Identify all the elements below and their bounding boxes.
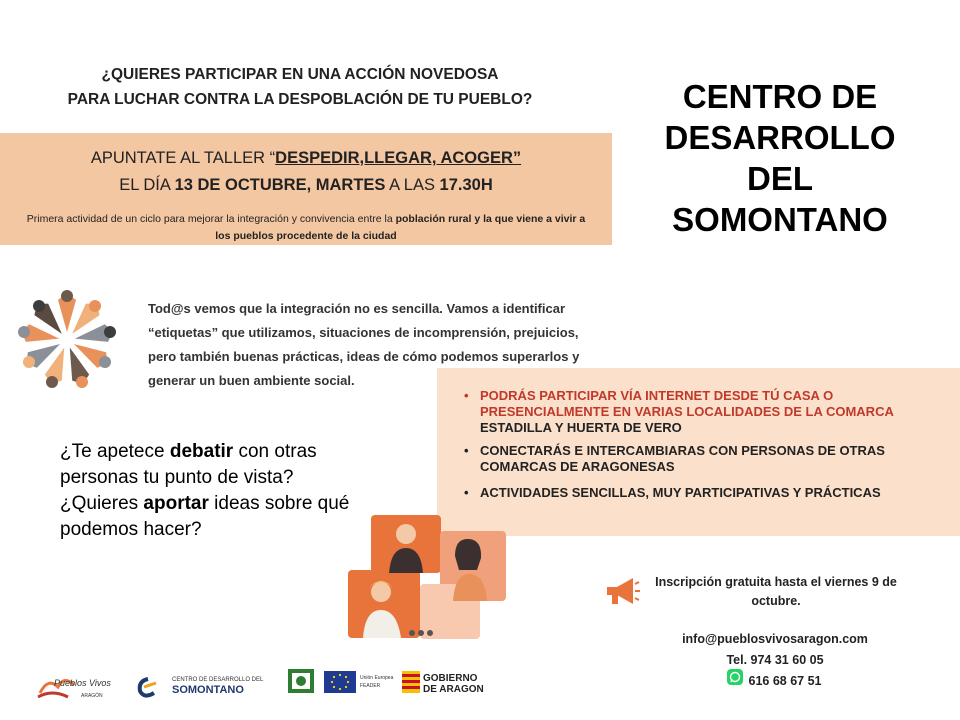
center-title bbox=[650, 76, 910, 240]
cds-somontano-logo bbox=[140, 677, 264, 696]
question-2-bold: aportar bbox=[143, 493, 209, 514]
contact-whatsapp: 616 68 67 51 bbox=[748, 674, 822, 688]
circle-of-hands-illustration bbox=[14, 290, 120, 390]
headline-line-2: PARA LUCHAR CONTRA LA DESPOBLACIÓN DE TU PUEBLO? bbox=[67, 91, 533, 108]
feature-1-line-1: PODRÁS PARTICIPAR VÍA INTERNET DESDE TÚ CASA O bbox=[480, 388, 834, 403]
note-text: Primera actividad de un ciclo para mejorar la integración y convivencia entre la bbox=[26, 213, 396, 225]
whatsapp-icon bbox=[727, 669, 743, 685]
workshop-title-prefix: APUNTATE AL TALLER “ bbox=[90, 149, 276, 167]
feature-item-activities bbox=[458, 485, 948, 501]
question-1 bbox=[60, 439, 360, 491]
workshop-note bbox=[20, 211, 592, 245]
center-title-line-1: CENTRO DE bbox=[682, 78, 878, 115]
contact-phone: Tel. 974 31 60 05 bbox=[726, 653, 824, 667]
question-2 bbox=[60, 491, 360, 543]
workshop-date: 13 DE OCTUBRE, MARTES bbox=[174, 176, 386, 194]
feature-1-line-3: ESTADILLA Y HUERTA DE VERO bbox=[480, 420, 682, 435]
eu-logo bbox=[324, 671, 394, 693]
cds-top-text: CENTRO DE DESARROLLO DEL bbox=[172, 677, 264, 683]
workshop-title: DESPEDIR,LLEGAR, ACOGER” bbox=[275, 149, 522, 167]
megaphone-icon bbox=[603, 574, 641, 608]
integration-line-4: generar un buen ambiente social. bbox=[148, 373, 355, 388]
question-1-bold: debatir bbox=[169, 441, 234, 462]
center-title-line-2: DESARROLLO bbox=[664, 119, 896, 156]
question-2-end: ideas sobre qué podemos hacer? bbox=[60, 493, 350, 540]
pueblos-vivos-text: Pueblos Vivos bbox=[54, 678, 111, 688]
feature-2-line-2: COMARCAS DE ARAGONESAS bbox=[480, 459, 675, 474]
inscription-note bbox=[641, 573, 911, 611]
feature-2-line-1: CONECTARÁS E INTERCAMBIARAS CON PERSONAS DE OTRAS bbox=[480, 443, 885, 458]
inscription-line-2: octubre. bbox=[751, 594, 801, 608]
workshop-time: 17.30H bbox=[439, 176, 493, 194]
bullet-dot: • bbox=[464, 388, 469, 403]
feature-1-line-2: PRESENCIALMENTE EN VARIAS LOCALIDADES DE LA COMARCA bbox=[480, 404, 894, 419]
cds-bottom-text: SOMONTANO bbox=[172, 684, 244, 696]
integration-line-3: pero también buenas prácticas, ideas de cómo podemos superarlos y bbox=[148, 349, 580, 364]
bullet-dot: • bbox=[464, 443, 469, 458]
logos-row bbox=[34, 667, 504, 707]
eu-bottom-text: FEADER bbox=[360, 683, 381, 689]
workshop-date-line bbox=[0, 176, 612, 195]
bullet-dot: • bbox=[464, 485, 469, 500]
gobierno-bottom-text: DE ARAGON bbox=[423, 684, 484, 695]
questions-block bbox=[60, 439, 360, 543]
question-1-end: con otras personas tu punto de vista? bbox=[60, 441, 317, 488]
question-2-start: ¿Quieres bbox=[60, 493, 144, 514]
integration-line-1: Tod@s vemos que la integración no es sencilla. Vamos a identificar bbox=[148, 301, 566, 316]
center-title-line-3: DEL bbox=[747, 160, 813, 197]
contact-email[interactable]: info@pueblosvivosaragon.com bbox=[682, 632, 868, 646]
pueblos-vivos-logo bbox=[38, 678, 111, 699]
feature-item-online bbox=[458, 388, 948, 436]
note-bold: población rural y la que viene a vivir a los pueblos procedente de la ciudad bbox=[215, 213, 586, 242]
feature-3-line-1: ACTIVIDADES SENCILLAS, MUY PARTICIPATIVAS Y PRÁCTICAS bbox=[480, 485, 881, 500]
contact-block bbox=[660, 629, 890, 692]
headline-line-1: ¿QUIERES PARTICIPAR EN UNA ACCIÓN NOVEDOSA bbox=[101, 66, 499, 83]
pueblos-vivos-sub: ARAGÓN bbox=[81, 693, 103, 699]
date-mid: A LAS bbox=[385, 176, 440, 194]
feature-item-connect bbox=[458, 443, 948, 475]
integration-line-2: “etiquetas” que utilizamos, situaciones de incomprensión, prejuicios, bbox=[148, 325, 579, 340]
gobierno-aragon-logo bbox=[402, 671, 484, 695]
inscription-line-1: Inscripción gratuita hasta el viernes 9 de bbox=[655, 575, 897, 589]
center-title-line-4: SOMONTANO bbox=[672, 201, 888, 238]
people-illustration bbox=[345, 512, 510, 647]
headline bbox=[30, 62, 570, 112]
date-prefix: EL DÍA bbox=[119, 176, 175, 194]
gobierno-top-text: GOBIERNO bbox=[423, 673, 478, 684]
leader-logo bbox=[288, 669, 314, 693]
eu-top-text: Unión Europea bbox=[360, 675, 394, 681]
features-list bbox=[458, 388, 948, 508]
question-1-start: ¿Te apetece bbox=[60, 441, 170, 462]
workshop-title-line bbox=[0, 149, 612, 168]
